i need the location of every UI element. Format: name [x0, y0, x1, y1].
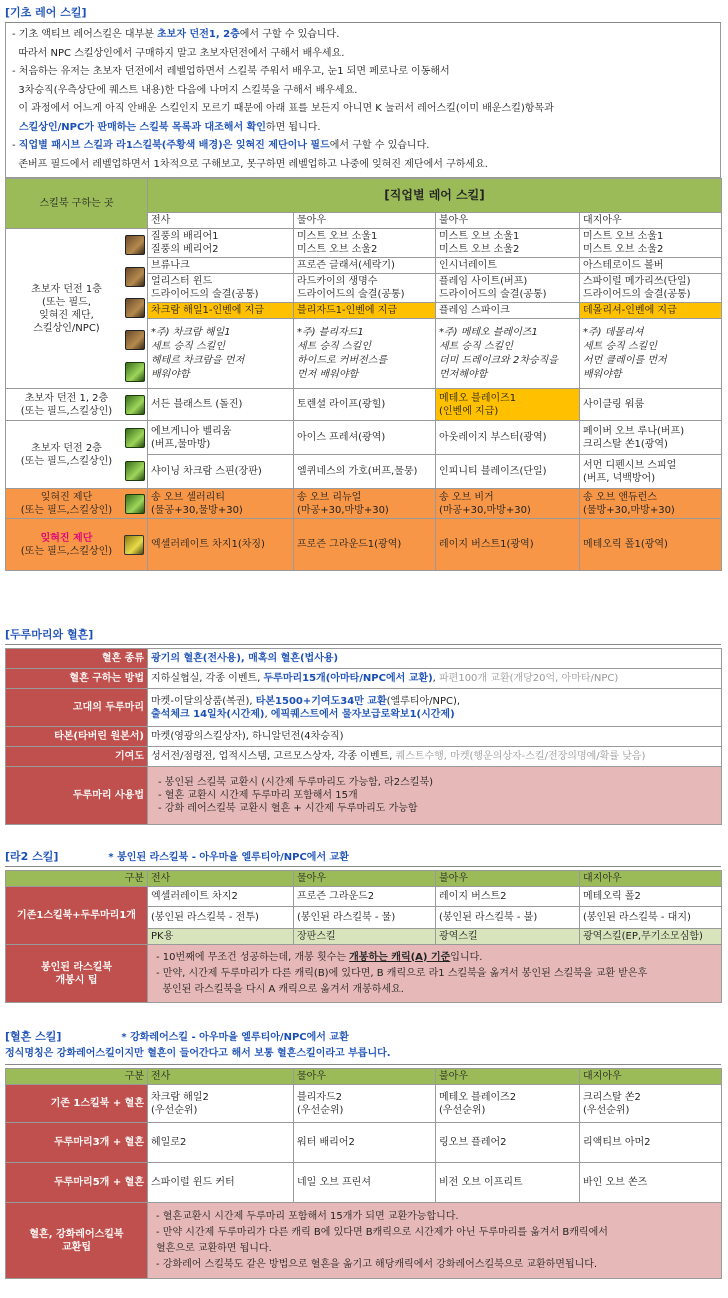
cell-line: 세트 승직 스킬인: [151, 340, 225, 352]
class-header: 물아우: [294, 213, 436, 229]
cell-line: (버프,물마방): [151, 438, 211, 450]
skill-cell: [580, 389, 722, 421]
skill-cell: [436, 519, 580, 571]
skill-tag: 광역스킬: [436, 929, 580, 945]
durumari-label: 타본(타버린 원본서): [6, 727, 148, 747]
cell-line: 미스트 오브 소울2: [439, 244, 520, 255]
hyeol-note: * 강화레어스킬 - 아우마을 엘루티아/NPC에서 교환: [121, 1032, 349, 1043]
skill-cell: [294, 229, 436, 258]
cell-line: 크리스탈 쏜1(광역): [583, 438, 668, 450]
skill-cell: [294, 489, 436, 519]
skill-cell: (봉인된 라스킬북 - 대지): [580, 907, 722, 929]
cell-line: - 만약 시간제 두루마리가 다른 캐릭 B에 있다면 B캐릭으로 시간제가 아닌 두루마리를 옮겨서 B캐릭에서: [156, 1226, 608, 1238]
skill-cell: [580, 274, 722, 303]
cell-line: 먼저 배워야함: [297, 368, 359, 380]
skill-name: 엑셀러레이트 차지1(차징): [151, 539, 265, 550]
text-run: (엘루티아/NPC),: [386, 695, 461, 707]
icon-column: [125, 421, 145, 488]
location-text: [9, 442, 144, 468]
cell-line: (또는 필드,스킬상인): [20, 455, 113, 467]
text-run: 존버프 필드에서 레벨업하면서 1차적으로 구해보고, 못구하면 레벨업하고 나중에 잊혀진 제단에서 구하세요.: [12, 158, 488, 170]
durumari-title: [두루마리와 혈흔]: [5, 626, 721, 645]
cell-line: 초보자 던전 2층: [31, 442, 102, 454]
text-run: 지하실협실, 각종 이벤트,: [151, 673, 264, 684]
cell-line: 메테오 블레이즈1: [439, 392, 517, 404]
highlight-text: 직업별 패시브 스킬과 라1스킬북(주황색 배경)은 잊혀진 제단이나 필드: [18, 140, 330, 151]
cell-line: (또는 필드,: [42, 296, 91, 308]
note-line: [12, 26, 714, 45]
skill-cell: [436, 421, 580, 455]
skill-cell: [148, 258, 294, 274]
skill-cell: [294, 303, 436, 319]
cell-line: 교환팁: [62, 1241, 91, 1253]
cell-line: 페이버 오브 루나(버프): [583, 425, 685, 437]
cell-line: *주) 차크람 해일1: [151, 326, 231, 338]
text-run: 입니다.: [450, 951, 483, 963]
note-line: [12, 119, 714, 138]
ra2-title: [5, 848, 721, 867]
cell-line: 미스트 오브 소울1: [439, 231, 520, 242]
ra2-heading: [라2 스킬]: [5, 850, 59, 863]
skill-cell: [580, 258, 722, 274]
skill-name: 플레임 스파이크: [439, 305, 510, 316]
cell-line: 드라이어드의 술결(공통): [583, 289, 691, 300]
skill-cell: [294, 519, 436, 571]
durumari-label: 기여도: [6, 747, 148, 767]
cell-line: 아웃레이지 부스터(광역): [439, 432, 547, 443]
cell-line: (마공+30,마방+30): [439, 504, 531, 516]
cell-line: 크리스탈 쏜2: [583, 1091, 641, 1103]
skill-cell: [148, 389, 294, 421]
class-header: 불아우: [436, 1069, 580, 1085]
durumari-value: [148, 649, 722, 669]
cell-line: 미스트 오브 소울1: [583, 231, 664, 242]
ra2-row-label: 기존1스킬북+두루마리1개: [6, 887, 148, 945]
text-run: 에서 구할 수 있습니다.: [329, 140, 430, 151]
underline-text: 개봉하는 캐릭(A) 기준: [349, 951, 451, 963]
skill-cell: [294, 421, 436, 455]
note-line: [12, 156, 714, 175]
durumari-section: [5, 626, 721, 825]
cell-line: 미스트 오브 소울1: [297, 231, 378, 242]
skill-name: 차크람 해일1-인벤에 지급: [151, 305, 264, 316]
cell-line: (우선순위): [439, 1104, 486, 1116]
location-cell: [6, 229, 148, 389]
class-header: 전사: [148, 871, 294, 887]
skill-cell: (봉인된 라스킬북 - 불): [436, 907, 580, 929]
skill-cell: [148, 519, 294, 571]
skill-book-icon: [125, 362, 145, 382]
highlight-text: 출석체크 14일차(시간제): [151, 708, 265, 720]
cell-line: (또는 필드,스킬상인): [20, 405, 113, 417]
text-run: 이 과정에서 어느게 아직 안배운 스킬인지 모르기 때문에 아래 표를 보든지 아니면 K 눌러서 레어스킬(이미 배운스킬)항목과: [12, 103, 554, 114]
durumari-table: [5, 648, 722, 825]
durumari-value: [148, 727, 722, 747]
skill-book-icon: [125, 395, 145, 415]
skill-cell: 프로즌 그라운드2: [294, 887, 436, 907]
skill-cell: 링오브 플레어2: [436, 1123, 580, 1163]
skill-name: 메테오릭 폴1(광역): [583, 539, 668, 550]
skill-cell: (봉인된 라스킬북 - 전투): [148, 907, 294, 929]
skill-cell: [294, 258, 436, 274]
icon-column: [125, 229, 145, 388]
cell-line: 배워야함: [151, 368, 190, 380]
cell-line: 드라이어드의 술결(공통): [439, 289, 547, 300]
hyeol-title: [혈흔 스킬]: [5, 1030, 62, 1043]
text-run: 성서전/점령전, 업적시스템, 고르모스상자, 각종 이벤트,: [151, 751, 396, 762]
highlight-text: 스킬상인/NPC가 판매하는 스킬북 목록과 대조해서 확인: [12, 121, 266, 133]
skill-name: 브류나크: [151, 260, 190, 271]
cell-line: 하이드로 커버전스를: [297, 354, 388, 366]
muted-text: 파편100개 교환(개당20억, 아마타/NPC): [439, 673, 619, 684]
skill-name: 인시너레이트: [439, 260, 497, 271]
note-line: [12, 63, 714, 82]
durumari-value: [148, 669, 722, 689]
cell-line: 배워야함: [583, 368, 622, 380]
cell-line: 잊혀진 제단,: [39, 309, 94, 321]
hyeol-subnote: 정식명칭은 강화레어스킬이지만 혈흔이 들어간다고 해서 보통 혈흔스킬이라고 부릅니다.: [5, 1046, 721, 1065]
text-run: 따라서 NPC 스킬상인에서 구매하지 말고 초보자던전에서 구해서 배우세요.: [12, 47, 345, 59]
muted-text: 퀘스트수행, 마켓(행운의상자-스킬/전장의명예/확률 낮음): [395, 751, 646, 762]
cell-line: - 강화레어 스킬북도 같은 방법으로 혈흔을 옮기고 해당캐릭에서 강화레어스킬북으로 교환하면됩니다.: [156, 1258, 598, 1270]
skill-cell: 헤일로2: [148, 1123, 294, 1163]
cell-line: 엘퀴네스의 가호(버프,물뭉): [297, 466, 418, 477]
cell-line: *주) 데몰리셔: [583, 326, 644, 338]
skill-cell: [148, 303, 294, 319]
text-run: 마켓(영광의스킬상자), 하니알던전(4차승직): [151, 731, 344, 742]
cell-line: (우선순위): [583, 1104, 630, 1116]
hyeol-table: [5, 1068, 722, 1279]
skill-name: 블리자드1-인벤에 지급: [297, 305, 398, 316]
cell-line: 질풍의 배리어1: [151, 231, 219, 242]
cell-line: 미스트 오브 소울2: [297, 244, 378, 255]
cell-line: 드라이어드의 술결(공통): [297, 289, 405, 300]
col-header: 구분: [6, 1069, 148, 1085]
skill-cell: 워터 배리어2: [294, 1123, 436, 1163]
location-text: [9, 392, 144, 418]
skill-cell: [580, 229, 722, 258]
highlight-text: 초보자 던전1, 2층: [157, 29, 240, 40]
class-header: 대지아우: [580, 871, 722, 887]
durumari-value: [148, 747, 722, 767]
skill-cell: [148, 489, 294, 519]
location-cell: [6, 489, 148, 519]
skill-cell: 네일 오브 프린셔: [294, 1163, 436, 1203]
cell-line: (물공+30,물방+30): [151, 504, 243, 516]
cell-line: - 봉인된 스킬북 교환시 (시간제 두루마리도 가능함, 라2스킬북): [158, 777, 434, 788]
icon-column: [125, 389, 145, 420]
class-header: 전사: [148, 1069, 294, 1085]
cell-line: 먼저해야함: [439, 368, 488, 380]
skill-cell: (봉인된 라스킬북 - 물): [294, 907, 436, 929]
cell-line: 송 오브 앤듀런스: [583, 491, 657, 503]
skill-cell: 엑셀러레이트 차지2: [148, 887, 294, 907]
text-run: 마켓-이달의상품(복권),: [151, 695, 256, 707]
skill-name: 프로즌 그라운드1(광역): [297, 539, 402, 550]
skill-cell: [436, 489, 580, 519]
skill-cell: [294, 1085, 436, 1123]
cell-line: 차크람 해일2: [151, 1091, 209, 1103]
skill-cell: [580, 303, 722, 319]
skill-cell: 바인 오브 쏜즈: [580, 1163, 722, 1203]
skill-cell: [436, 229, 580, 258]
skill-book-icon: [125, 267, 145, 287]
skill-cell: [294, 455, 436, 489]
note-cell: [436, 319, 580, 389]
text-run: 3차승직(우측상단에 퀘스트 내용)한 다음에 나머지 스킬북을 구해서 배우세요.: [12, 84, 358, 96]
cell-line: (인벤에 지급): [439, 405, 499, 417]
ra2-table: [5, 870, 722, 1003]
basic-rare-section: [5, 4, 721, 571]
cell-line: - 강화 레어스킬북 교환시 혈흔 + 시간제 두루마리도 가능함: [158, 803, 418, 814]
skill-cell: [580, 455, 722, 489]
skill-cell: [580, 421, 722, 455]
cell-line: 샤이닝 차크람 스핀(장판): [151, 466, 262, 477]
cell-line: 인피니티 블레이즈(단일): [439, 466, 547, 477]
cell-line: 세트 승직 스킬인: [439, 340, 513, 352]
text-run: ,: [264, 708, 271, 720]
skill-name: 데몰리셔-인벤에 지급: [583, 305, 677, 316]
location-text: [9, 283, 144, 335]
skill-cell: [436, 274, 580, 303]
basic-rare-title: [기초 레어 스킬]: [5, 4, 721, 23]
skill-book-icon: [125, 494, 145, 514]
cell-line: (우선순위): [297, 1104, 344, 1116]
cell-line: 스파이럴 메가리쓰(단일): [583, 276, 691, 287]
hyeol-tips: [148, 1203, 722, 1279]
skill-cell: 스파이럴 윈드 커터: [148, 1163, 294, 1203]
note-cell: [148, 319, 294, 389]
skill-tag: PK용: [148, 929, 294, 945]
cell-line: 헤테르 차크람을 먼저: [151, 354, 245, 366]
skill-cell: [436, 455, 580, 489]
skill-book-icon: [125, 428, 145, 448]
skill-cell: [148, 1085, 294, 1123]
durumari-value: [148, 767, 722, 825]
cell-line: 아이스 프레셔(광역): [297, 432, 386, 443]
skill-book-icon: [125, 235, 145, 255]
cell-line: 토렌셜 라이프(광힐): [297, 399, 386, 410]
cell-line: 플레임 사이트(버프): [439, 276, 528, 287]
highlight-text: 광기의 혈흔(전사용), 매혹의 혈흔(법사용): [151, 653, 339, 664]
skill-name: 레이지 버스트1(광역): [439, 539, 534, 550]
class-header: 물아우: [294, 871, 436, 887]
text-run: ,: [432, 673, 440, 684]
cell-line: (또는 필드,스킬상인): [20, 545, 113, 557]
note-line: [12, 82, 714, 101]
forgotten-altar-label: 잊혀진 제단: [40, 532, 93, 544]
cell-line: 초보자 던전 1, 2층: [24, 392, 109, 404]
cell-line: 서먼 디펜시브 스피얼: [583, 459, 677, 471]
highlight-text: 타본1500+기여도34만 교환: [255, 695, 387, 707]
skill-book-icon: [124, 535, 144, 555]
skill-cell: [580, 519, 722, 571]
note-line: [12, 45, 714, 64]
cell-line: - 혈흔교환시 시간제 두루마리 포함해서 15개가 되면 교환가능합니다.: [156, 1210, 459, 1222]
cell-line: 서든 블래스트 (돌진): [151, 399, 243, 410]
note-cell: [294, 319, 436, 389]
ra2-note: * 봉인된 라스킬북 - 아우마을 엘루티아/NPC에서 교환: [108, 852, 349, 863]
cell-line: 더미 드레이크와 2차승직을: [439, 354, 558, 366]
cell-line: 혈흔, 강화레어스킬북: [29, 1228, 124, 1240]
location-cell: [6, 519, 148, 571]
skill-cell: [148, 229, 294, 258]
durumari-value: [148, 689, 722, 727]
ra2-tips: [148, 945, 722, 1003]
cell-line: 질풍의 베리어2: [151, 244, 219, 255]
text-run: 에서 구할 수 있습니다.: [239, 29, 340, 40]
cell-line: 얼리스터 윈드: [151, 276, 213, 287]
cell-line: 송 오브 비거: [439, 491, 494, 503]
cell-line: (우선순위): [151, 1104, 198, 1116]
ra2-section: [5, 848, 721, 1003]
note-cell: [580, 319, 722, 389]
text-run: 하면 됩니다.: [265, 121, 321, 133]
note-line: [12, 100, 714, 119]
highlight-text: 에픽퀘스트에서 물자보급로왁보1(시간제): [270, 708, 455, 720]
text-run: - 처음하는 유저는 초보자 던전에서 레벨업하면서 스킬북 주워서 배우고, 눈1 되면 페로나로 이동해서: [12, 66, 450, 77]
cell-line: (버프, 넉백방어): [583, 472, 656, 484]
text-run: -: [12, 140, 19, 151]
durumari-label: 고대의 두루마리: [6, 689, 148, 727]
cell-line: 개봉시 팁: [55, 974, 98, 986]
cell-line: 세트 승직 스킬인: [583, 340, 657, 352]
class-header: 전사: [148, 213, 294, 229]
skill-cell: [436, 1085, 580, 1123]
durumari-label: 두루마리 사용법: [6, 767, 148, 825]
cell-line: 잊혀진 제단: [40, 491, 93, 503]
class-header: 불아우: [436, 213, 580, 229]
hyeol-row-label: 두루마리3개 + 혈흔: [6, 1123, 148, 1163]
highlight-text: 두루마리15개(아마타/NPC에서 교환): [263, 673, 433, 684]
class-header: 물아우: [294, 1069, 436, 1085]
text-run: - 10번째에 무조건 성공하는데, 개봉 횟수는: [156, 951, 350, 963]
col-header: 구분: [6, 871, 148, 887]
skill-cell: [294, 389, 436, 421]
cell-line: 미스트 오브 소울2: [583, 244, 664, 255]
cell-line: 송 오브 셀러리티: [151, 491, 225, 503]
skill-cell: [148, 455, 294, 489]
class-header: 불아우: [436, 871, 580, 887]
location-cell: [6, 421, 148, 489]
ra2-tip-label: [6, 945, 148, 1003]
cell-line: 드라이어드의 술결(공통): [151, 289, 259, 300]
skill-cell: [294, 274, 436, 303]
location-text: [9, 491, 144, 517]
hyeol-row-label: 기존 1스킬북 + 혈흔: [6, 1085, 148, 1123]
cell-line: (물방+30,마방+30): [583, 504, 675, 516]
skill-cell: [436, 258, 580, 274]
hyeol-section: [5, 1028, 721, 1279]
hyeol-row-label: 두루마리5개 + 혈흔: [6, 1163, 148, 1203]
skill-cell: [436, 389, 580, 421]
class-header: 대지아우: [580, 1069, 722, 1085]
text-run: - 만약, 시간제 두루마리가 다른 캐릭(B)에 있다면, B 캐릭으로 라1 스킬북을 옮겨서 봉인된 스킬북을 교환 받은후: [156, 967, 648, 979]
class-rare-skill-table: [5, 178, 722, 571]
cell-line: 세트 승직 스킬인: [297, 340, 371, 352]
cell-line: 라드카이의 생명수: [297, 276, 378, 287]
skill-book-icon: [125, 330, 145, 350]
skill-cell: [580, 489, 722, 519]
cell-line: 에브게니아 벨리움: [151, 425, 232, 437]
cell-line: 초보자 던전 1층: [31, 283, 102, 295]
location-cell: [6, 389, 148, 421]
cell-line: - 혈흔 교환시 시간제 두루마리 포함해서 15개: [158, 790, 358, 801]
table-title: [직업별 레어 스킬]: [148, 179, 722, 213]
skill-tag: 광역스킬(EP,무기소모심함): [580, 929, 722, 945]
col-location-header: 스킬북 구하는 곳: [6, 179, 148, 229]
skill-tag: 장판스킬: [294, 929, 436, 945]
cell-line: 봉인된 라스킬북: [40, 961, 113, 973]
skill-cell: [148, 274, 294, 303]
hyeol-tip-label: [6, 1203, 148, 1279]
skill-book-icon: [125, 298, 145, 318]
icon-column: [125, 489, 145, 518]
durumari-label: 혈흔 구하는 방법: [6, 669, 148, 689]
skill-cell: 비전 오브 이프리트: [436, 1163, 580, 1203]
cell-line: 사이클링 워룸: [583, 399, 645, 410]
cell-line: 혈흔으로 교환하면 됩니다.: [156, 1242, 272, 1254]
skill-cell: 메테오릭 폴2: [580, 887, 722, 907]
text-run: - 기초 액티브 레어스킬은 대부분: [12, 29, 158, 40]
skill-name: 프로즌 글래셔(세락기): [297, 260, 395, 271]
skill-cell: [436, 303, 580, 319]
cell-line: *주) 메테오 블레이즈1: [439, 326, 538, 338]
cell-line: 블리자드2: [297, 1091, 343, 1103]
skill-cell: 리액티브 아머2: [580, 1123, 722, 1163]
cell-line: 서먼 클레이를 먼저: [583, 354, 667, 366]
cell-line: 메테오 블레이즈2: [439, 1091, 517, 1103]
cell-line: (마공+30,마방+30): [297, 504, 389, 516]
skill-book-icon: [125, 461, 145, 481]
skill-cell: [148, 421, 294, 455]
durumari-label: 혈흔 종류: [6, 649, 148, 669]
cell-line: *주) 블리자드1: [297, 326, 364, 338]
class-header: 대지아우: [580, 213, 722, 229]
hyeol-title-row: [5, 1028, 721, 1046]
cell-line: 송 오브 리뉴얼: [297, 491, 362, 503]
skill-name: 아스테로이드 볼버: [583, 260, 664, 271]
skill-cell: [580, 1085, 722, 1123]
note-line: [12, 137, 714, 156]
basic-rare-notes: [5, 23, 721, 178]
cell-line: (또는 필드,스킬상인): [20, 504, 113, 516]
skill-cell: 레이지 버스트2: [436, 887, 580, 907]
text-run: 봉인된 라스킬북을 다시 A 캐릭으로 옮겨서 개봉하세요.: [156, 983, 404, 995]
cell-line: 스킬상인/NPC): [33, 322, 100, 334]
